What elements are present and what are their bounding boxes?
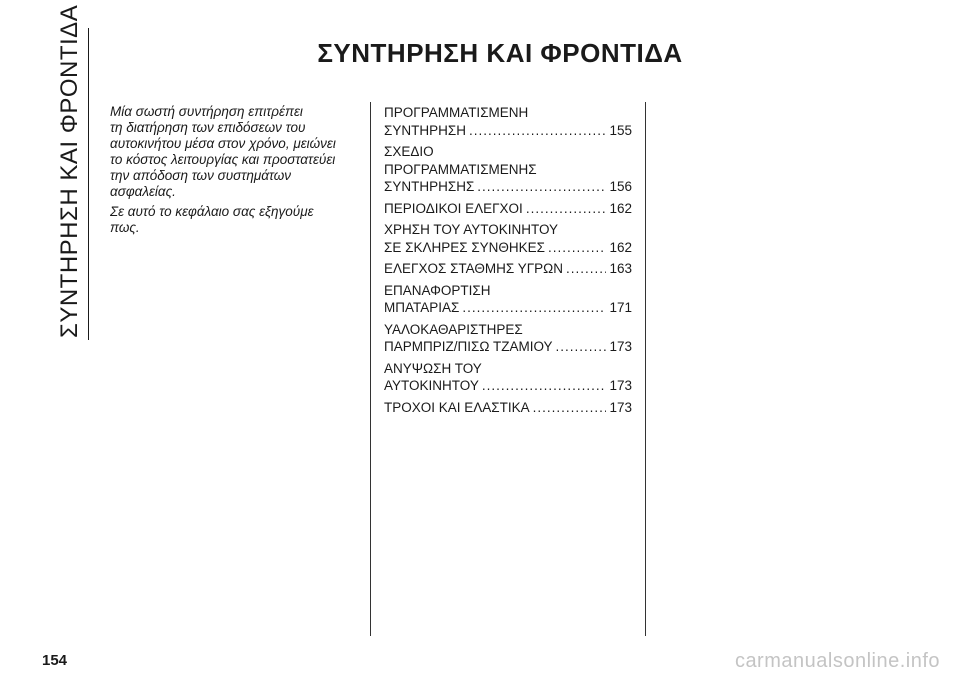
page-number: 154 (42, 652, 68, 669)
toc-entry-line (384, 239, 632, 257)
toc-dot-leader (469, 122, 607, 140)
toc-entry[interactable] (384, 143, 632, 196)
intro-text (110, 104, 350, 240)
toc-entry-text: ΤΡΟΧΟΙ ΚΑΙ ΕΛΑΣΤΙΚΑ (384, 399, 530, 415)
toc-entry-line (384, 260, 632, 278)
toc-entry[interactable] (384, 282, 632, 317)
page-title: ΣΥΝΤΗΡΗΣΗ ΚΑΙ ΦΡΟΝΤΙΔΑ (317, 38, 683, 68)
toc-entry-text: ΠΑΡΜΠΡΙΖ/ΠΙΣΩ ΤΖΑΜΙΟΥ (384, 339, 553, 354)
toc-entry-text: ΑΥΤΟΚΙΝΗΤΟΥ (384, 378, 479, 393)
toc-entry[interactable] (384, 104, 632, 139)
toc-entry-text: ΕΠΑΝΑΦΟΡΤΙΣΗ (384, 282, 491, 298)
toc-entry-line (384, 377, 632, 395)
column-divider-left (370, 102, 371, 636)
toc-entry-text: ΠΡΟΓΡΑΜΜΑΤΙΣΜΕΝΗ (384, 105, 529, 120)
side-divider (88, 28, 89, 340)
toc-page-number: 162 (609, 239, 632, 255)
toc-dot-leader (556, 338, 607, 356)
toc-entry-line (384, 338, 632, 356)
toc-entry-line (384, 122, 632, 140)
toc-entry[interactable] (384, 399, 632, 417)
toc-dot-leader (462, 299, 606, 317)
toc-entry-text: ΜΠΑΤΑΡΙΑΣ (384, 300, 460, 315)
toc-dot-leader (548, 239, 606, 257)
toc-entry-text: ΣΥΝΤΗΡΗΣΗ (384, 122, 466, 138)
toc-dot-leader (477, 178, 606, 196)
intro-paragraph-1: Μία σωστή συντήρηση επιτρέπει τη διατήρηση των επιδόσεων του αυτοκινήτου μέσα στον χρόνο, μειώνει το κόστος λειτουργίας και προστατεύει την απόδοση των συστημάτων ασφαλείας. (110, 104, 336, 199)
toc-dot-leader (526, 200, 607, 218)
side-chapter-title: ΣΥΝΤΗΡΗΣΗ ΚΑΙ ΦΡΟΝΤΙΔΑ (56, 4, 83, 338)
toc-entry[interactable] (384, 321, 632, 356)
toc-entry-line (384, 399, 632, 417)
toc-entry[interactable] (384, 260, 632, 278)
toc-dot-leader (482, 377, 607, 395)
intro-paragraph-2: Σε αυτό το κεφάλαιο σας εξηγούμε πως. (110, 204, 314, 235)
toc-page-number: 173 (609, 399, 632, 415)
toc-entry-text: ΣΧΕΔΙΟ (384, 144, 434, 159)
column-divider-right (645, 102, 646, 636)
toc-page-number: 156 (609, 179, 632, 194)
toc-page-number: 155 (609, 122, 632, 138)
toc-page-number: 173 (609, 378, 632, 393)
table-of-contents (384, 104, 632, 420)
toc-entry-text: ΑΝΥΨΩΣΗ ΤΟΥ (384, 360, 482, 376)
toc-entry-text: ΥΑΛΟΚΑΘΑΡΙΣΤΗΡΕΣ (384, 321, 523, 337)
toc-entry-text: ΧΡΗΣΗ ΤΟΥ ΑΥΤΟΚΙΝΗΤΟΥ (384, 222, 559, 237)
watermark: carmanualsonline.info (734, 650, 940, 672)
toc-entry-text: ΠΡΟΓΡΑΜΜΑΤΙΣΜΕΝΗΣ (384, 161, 537, 177)
toc-dot-leader (566, 260, 606, 278)
toc-entry[interactable] (384, 200, 632, 218)
toc-entry-text: ΕΛΕΓΧΟΣ ΣΤΑΘΜΗΣ ΥΓΡΩΝ (384, 261, 564, 276)
toc-entry-text: ΣΕ ΣΚΛΗΡΕΣ ΣΥΝΘΗΚΕΣ (384, 239, 546, 255)
toc-page-number: 171 (609, 300, 632, 315)
toc-dot-leader (533, 399, 607, 417)
toc-page-number: 162 (609, 200, 632, 216)
toc-entry-line (384, 178, 632, 196)
toc-page-number: 173 (609, 339, 632, 354)
toc-page-number: 163 (609, 261, 632, 276)
toc-entry-line (384, 299, 632, 317)
toc-entry-line (384, 200, 632, 218)
toc-entry-text: ΠΕΡΙΟΔΙΚΟΙ ΕΛΕΓΧΟΙ (384, 200, 523, 216)
toc-entry[interactable] (384, 360, 632, 395)
toc-entry[interactable] (384, 221, 632, 256)
toc-entry-text: ΣΥΝΤΗΡΗΣΗΣ (384, 179, 475, 194)
